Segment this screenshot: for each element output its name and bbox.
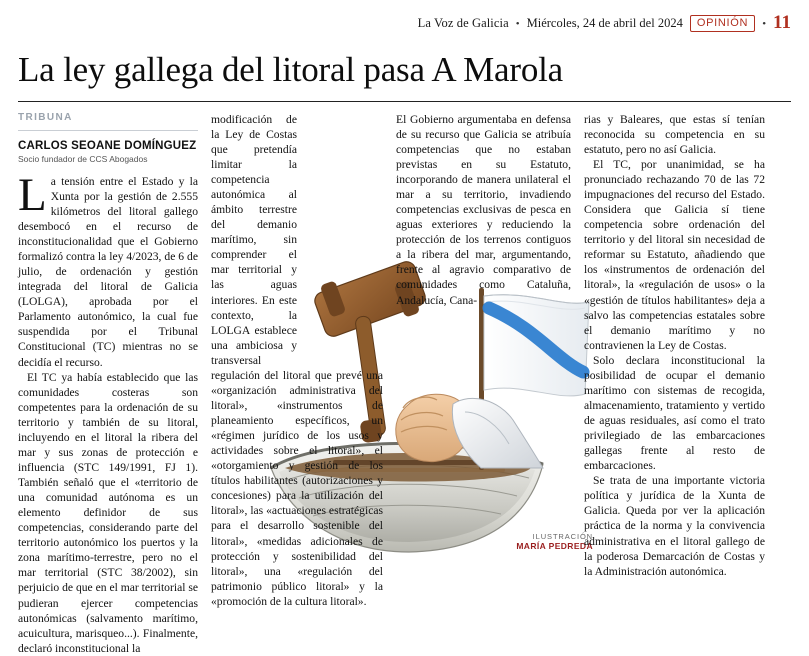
drop-cap: L xyxy=(18,168,47,221)
masthead xyxy=(18,0,791,41)
author-role: Socio fundador de CCS Abogados xyxy=(18,153,148,164)
column-2 xyxy=(211,112,383,608)
masthead-separator-2: • xyxy=(762,18,767,30)
paragraph: El Gobierno argumentaba en defensa de su recurso que Galicia se atribuía competencias que no estaban previstas en su Estatuto, incorporando de manera unilateral el mar a su territorio, invadiendo competencias exclusivas de pesca en aguas exteriores y reduciendo la protección de los terrenos contiguos a la ribera del mar, argumentando, frente al agravio comparativo de comunidades como Cataluña, Andalucía, Cana- xyxy=(396,112,571,307)
article-columns xyxy=(18,111,791,655)
paragraph xyxy=(18,168,198,370)
publication-date: Miércoles, 24 de abril del 2024 xyxy=(526,16,683,30)
paragraph: Se trata de una importante victoria política y jurídica de la Xunta de Galicia. Queda por ver la aplicación práctica de la norma y la convivencia administrativa en el litoral gallego de la poderosa Demarcación de Costas y la Administración autonómica. xyxy=(584,474,765,578)
illustration-credit-label: ILUSTRACIÓN xyxy=(532,532,593,541)
paragraph: Solo declara inconstitucional la posibilidad de ocupar el demanio marítimo con sistemas de recogida, almacenamiento, tratamiento y vertido de aguas residuales, así como el trato privilegiado de las embarcaciones gallegas frente al resto de embarcaciones. xyxy=(584,353,765,473)
section-kicker: TRIBUNA xyxy=(18,111,73,123)
paragraph-text: a tensión entre el Estado y la Xunta por la gestión de 2.555 kilómetros del litoral gallego desembocó en el recurso de inconstitucionalidad que el Gobierno formalizó contra la ley 4/2023, de 6 de julio, de ordenación y gestión integrada del litoral de Galicia (LOLGA), aprobada por el Parlamento autonómico, la cual fue suspendida por el Tribunal Constitucional (TC) mientras no se decidía el recurso. xyxy=(18,174,198,369)
paragraph: El TC ya había establecido que las comunidades costeras son competentes para la ordenación de su territorio y también de su litoral, incluyendo en el litoral la ribera del mar y sus zonas de protección e influencia (STC 149/1991, FJ 1). También señaló que el «territorio de una comunidad autónoma es un elemento definidor de sus competencias, considerando parte del territorio autonómico los puertos y la zona marítimo-terrestre, pero no el mar territorial (STC 38/2002), sin perjuicio de que en el mar territorial se pudieran ejercer competencias autonómicas (salvamento marítimo, acuicultura, marisqueo...). Finalmente, declaró inconstitucional la xyxy=(18,370,198,655)
kicker-divider xyxy=(18,130,198,131)
section-badge: OPINIÓN xyxy=(690,15,755,32)
column-3 xyxy=(396,112,571,564)
art-gutter-2 xyxy=(297,112,383,367)
page-title: La ley gallega del litoral pasa A Marola xyxy=(18,50,563,89)
publication-name: La Voz de Galicia xyxy=(417,16,509,30)
masthead-separator: • xyxy=(515,18,520,30)
paragraph: modificación de la Ley de Costas que pretendía limitar la competencia autonómica al ámbito terrestre del demanio marítimo, sin comprender el mar territorial y las aguas interiores. En este contexto, la LOLGA establece una ambiciosa y transversal regulación del litoral que prevé una «organización administrativa del litoral», «instrumentos de planeamiento específicos, un «régimen jurídico de los usos y actividades sobre el litoral», el «otorgamiento y gestión de los títulos habilitantes (autorizaciones y concesiones) para la utilización del litoral», las «actuaciones estratégicas para el desarrollo sostenible del litoral», «medidas adicionales de protección y sostenibilidad del litoral», una «regulación del patrimonio público litoral» y la «promoción de la cultura litoral». xyxy=(211,112,383,608)
illustration-credit-name: MARÍA PEDREDA xyxy=(516,541,593,552)
page-number: 11 xyxy=(773,12,791,33)
column-4 xyxy=(584,112,765,578)
paragraph: El TC, por unanimidad, se ha pronunciado rechazando 70 de las 72 impugnaciones del recurso del Estado. Considera que Galicia sí tiene competencia sobre ordenación del territorio y del litoral sin necesidad de reformar su Estatuto, añadiendo que los «instrumentos de ordenación del litoral», la «regulación de usos» o la «gestión de títulos habilitantes» deja a salvo las competencias estatales sobre el demanio marítimo y no contravienen la Ley de Costas. xyxy=(584,157,765,352)
headline-divider xyxy=(18,101,791,102)
column-1 xyxy=(18,111,198,655)
paragraph: rias y Baleares, que estas sí tenían reconocida su competencia en su estatuto, pero no así Galicia. xyxy=(584,112,765,156)
author-name: CARLOS SEOANE DOMÍNGUEZ xyxy=(18,139,197,152)
